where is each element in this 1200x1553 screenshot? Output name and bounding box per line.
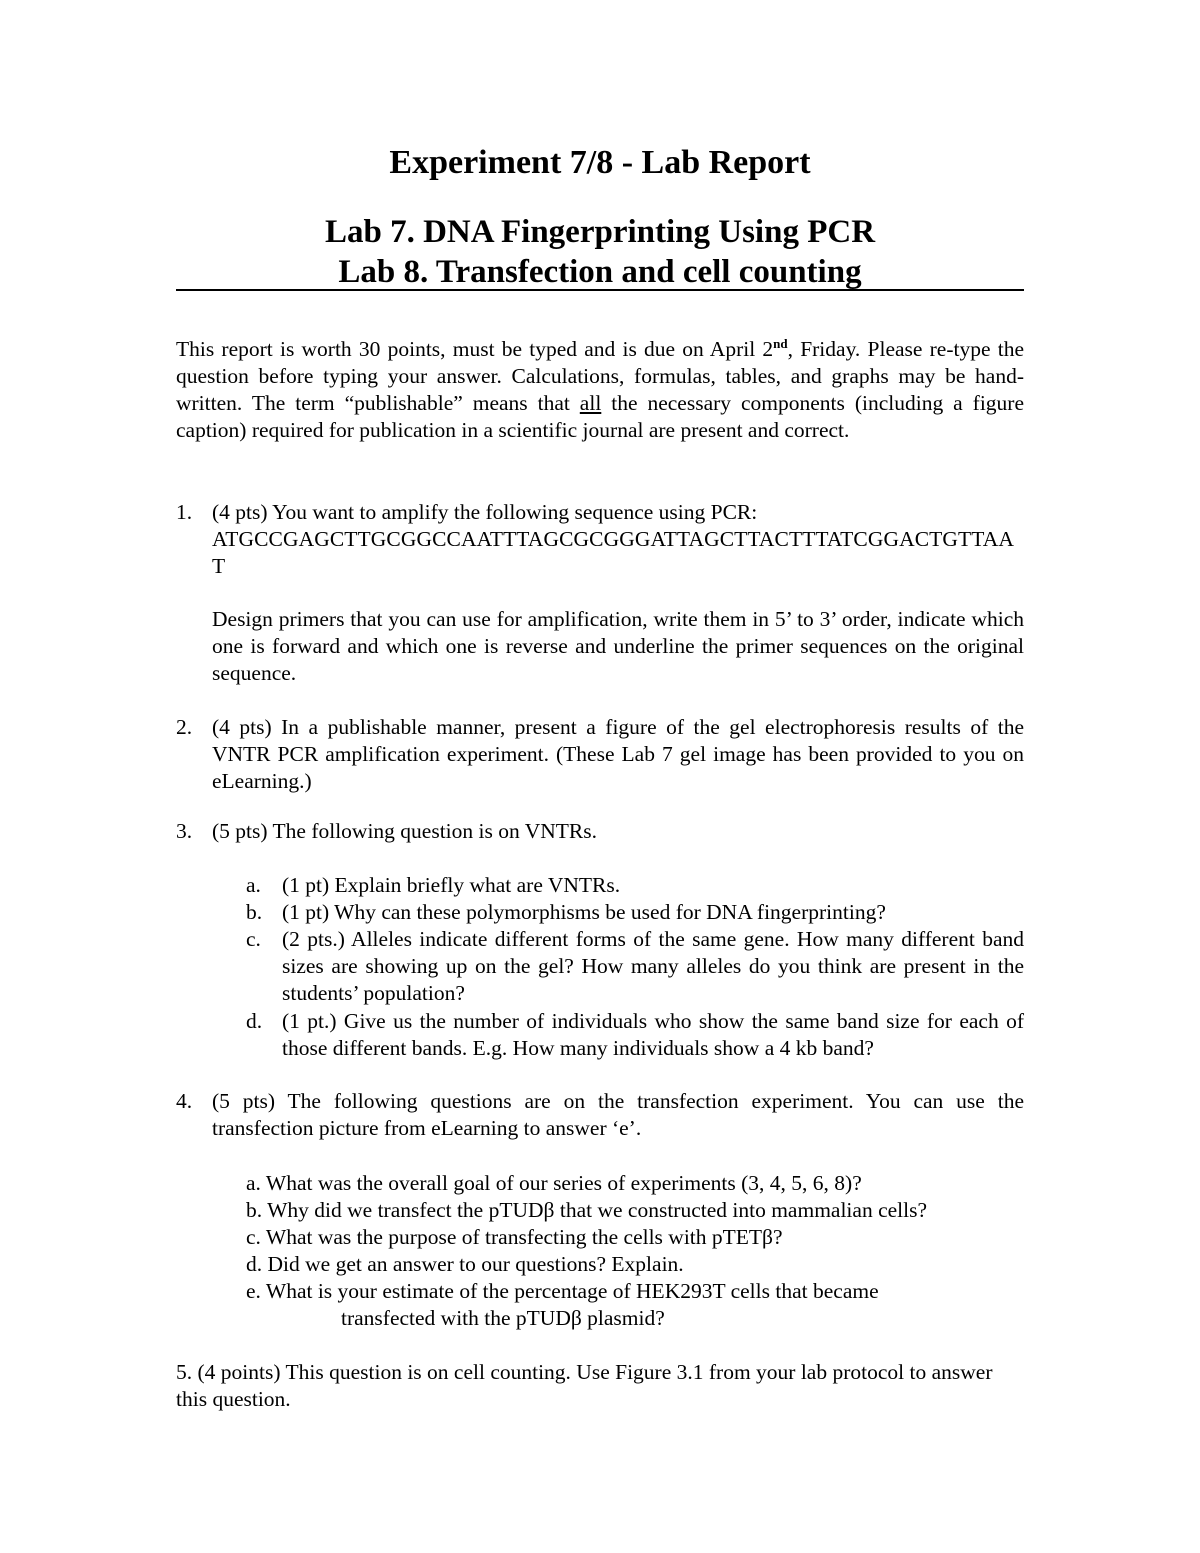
sub-label: d. [246,1009,263,1033]
sub-label: c. [246,927,261,951]
question-4-sub-a: a. What was the overall goal of our series of experiments (3, 4, 5, 6, 8)? [246,1171,862,1195]
question-4-sub-b: b. Why did we transfect the pTUDβ that we constructed into mammalian cells? [246,1198,928,1222]
sub-label: b. [246,900,263,924]
question-4-sub-e: e. What is your estimate of the percentage of HEK293T cells that became [246,1279,879,1303]
question-3-text: (5 pts) The following question is on VNTRs. [212,819,598,843]
intro-text-2: , Friday. Please re-type the question before typing your answer. Calculations, formulas, tables, and graphs may be hand-written. The term “publishable” means that [176,337,1024,415]
document-title: Experiment 7/8 - Lab Report [389,144,811,181]
sub-text: (2 pts.) Alleles indicate different forms of the same gene. How many different band sizes are showing up on the gel? How many alleles do you think are present in the students’ population? [282,927,1024,1005]
intro-text-3: the necessary components (including a figure caption) required for publication in a scientific journal are present and correct. [176,391,1024,442]
question-number: 3. [176,819,193,843]
question-5: 5. (4 points) This question is on cell counting. Use Figure 3.1 from your lab protocol to answer this question. [176,1360,993,1411]
question-number: 2. [176,715,193,739]
question-number: 1. [176,500,193,524]
question-1 [176,499,1024,579]
lab8-title: Lab 8. Transfection and cell counting [338,254,862,290]
sub-text: (1 pt.) Give us the number of individuals who show the same band size for each of those different bands. E.g. How many individuals show a 4 kb band? [282,1009,1024,1060]
sub-label: a. [246,873,261,897]
lab7-title: Lab 7. DNA Fingerprinting Using PCR [324,214,876,250]
question-4-sub-d: d. Did we get an answer to our questions? Explain. [246,1252,684,1276]
question-4-text: (5 pts) The following questions are on the transfection experiment. You can use the transfection picture from eLearning to answer ‘e’. [212,1089,1024,1140]
question-number: 4. [176,1089,193,1113]
dna-sequence: ATGCCGAGCTTGCGGCCAATTTAGCGCGGGATTAGCTTACTTTATCGGACTGTTAAT [212,527,1015,578]
title-divider [176,289,1024,291]
intro-underlined-word: all [579,391,602,415]
intro-paragraph [176,336,1024,444]
intro-superscript: nd [773,335,788,351]
question-2-text: (4 pts) In a publishable manner, present a figure of the gel electrophoresis results of the VNTR PCR amplification experiment. (These Lab 7 gel image has been provided to you on eLearning.) [212,715,1024,793]
question-1-text: (4 pts) You want to amplify the following sequence using PCR: [212,500,758,524]
intro-text-1: This report is worth 30 points, must be typed and is due on April 2 [176,337,774,361]
question-1-body [212,499,1024,580]
question-4-sub-e-continued: transfected with the pTUDβ plasmid? [341,1306,665,1330]
question-4-sub-c: c. What was the purpose of transfecting the cells with pTETβ? [246,1225,783,1249]
sub-text: (1 pt) Why can these polymorphisms be used for DNA fingerprinting? [282,900,886,924]
sub-text: (1 pt) Explain briefly what are VNTRs. [282,873,621,897]
question-1-instructions: Design primers that you can use for amplification, write them in 5’ to 3’ order, indicate which one is forward and which one is reverse and underline the primer sequences on the original sequence. [212,607,1024,685]
